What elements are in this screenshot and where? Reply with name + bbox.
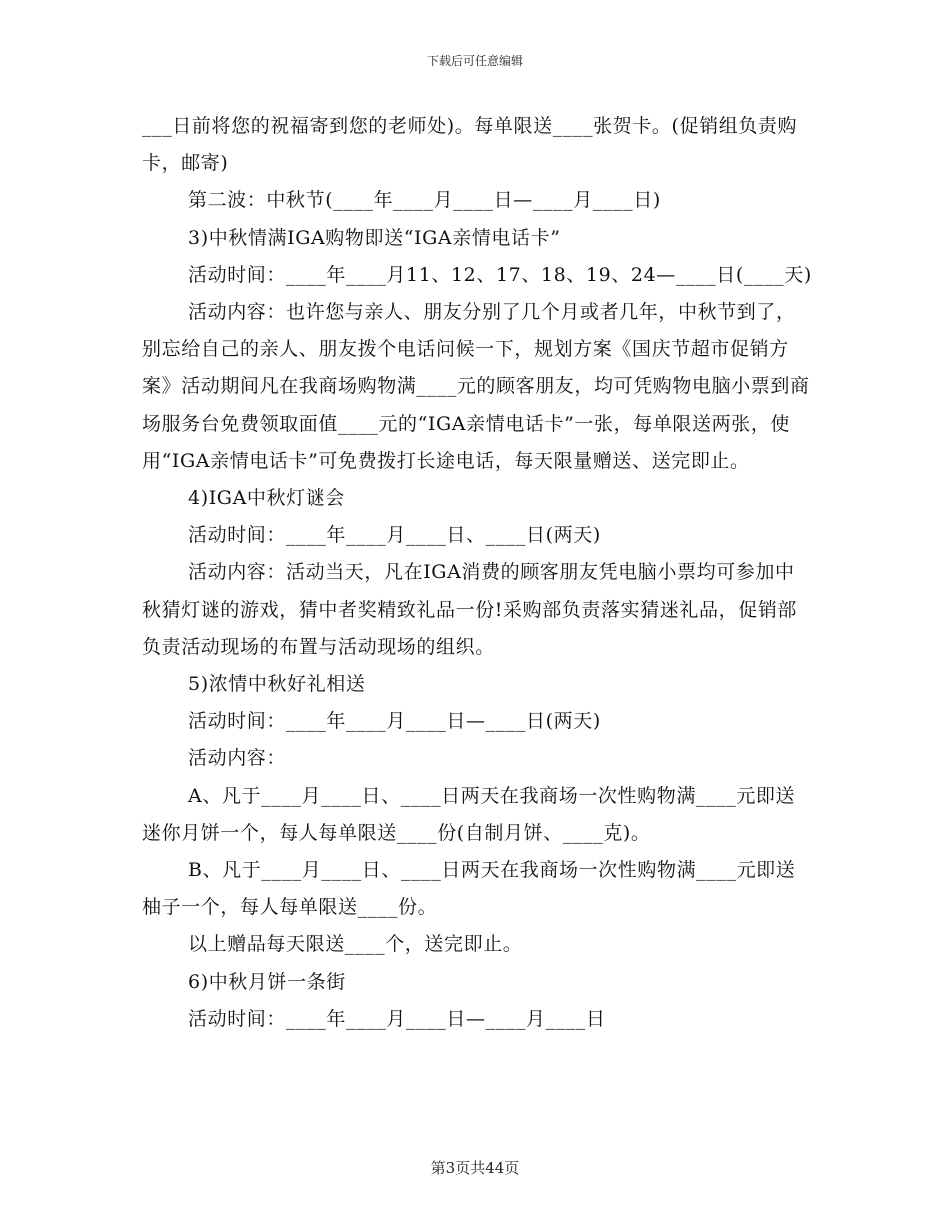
paragraph: A、凡于____月____日、____日两天在我商场一次性购物满____元即送迷你月饼一个，每人每单限送____份(自制月饼、____克)。 [142,784,796,844]
paragraph: 活动时间：____年____月11、12、17、18、19、24—____日(____天) [188,263,812,286]
paragraph: 活动内容：活动当天，凡在IGA消费的顾客朋友凭电脑小票均可参加中秋猜灯谜的游戏，猜中者奖精致礼品一份!采购部负责落实猜迷礼品，促销部负责活动现场的布置与活动现场的组织。 [142,561,798,658]
paragraph: 活动内容： [188,747,287,770]
paragraph: 4)IGA中秋灯谜会 [188,487,345,510]
page-header: 下载后可任意编辑 [426,54,523,68]
page-footer: 第3页共44页 [430,1159,520,1177]
paragraph: 活动时间：____年____月____日—____日(两天) [188,710,601,733]
paragraph: 第二波：中秋节(____年____月____日—____月____日) [188,189,661,212]
paragraph: 活动时间：____年____月____日—____月____日 [188,1007,606,1030]
document-body [142,108,812,1038]
paragraph: 活动时间：____年____月____日、____日(两天) [188,524,601,547]
paragraph: 活动内容：也许您与亲人、朋友分别了几个月或者几年，中秋节到了，别忘给自己的亲人、朋友拨个电话问候一下，规划方案《国庆节超市促销方案》活动期间凡在我商场购物满____元的顾客朋友，均可凭购物电脑小票到商场服务台免费领取面值____元的“IGA亲情电话卡”一张，每单限送两张，使用“IGA亲情电话卡”可免费拨打长途电话，每天限量赠送、送完即止。 [142,301,810,472]
paragraph: 5)浓情中秋好礼相送 [188,673,366,696]
paragraph: 以上赠品每天限送____个，送完即止。 [188,933,523,956]
paragraph: 3)中秋情满IGA购物即送“IGA亲情电话卡” [188,226,561,249]
paragraph: B、凡于____月____日、____日两天在我商场一次性购物满____元即送柚子一个，每人每单限送____份。 [142,859,796,919]
paragraph: 6)中秋月饼一条街 [188,970,346,993]
paragraph: ___日前将您的祝福寄到您的老师处)。每单限送____张贺卡。(促销组负责购卡，邮寄) [142,115,798,175]
